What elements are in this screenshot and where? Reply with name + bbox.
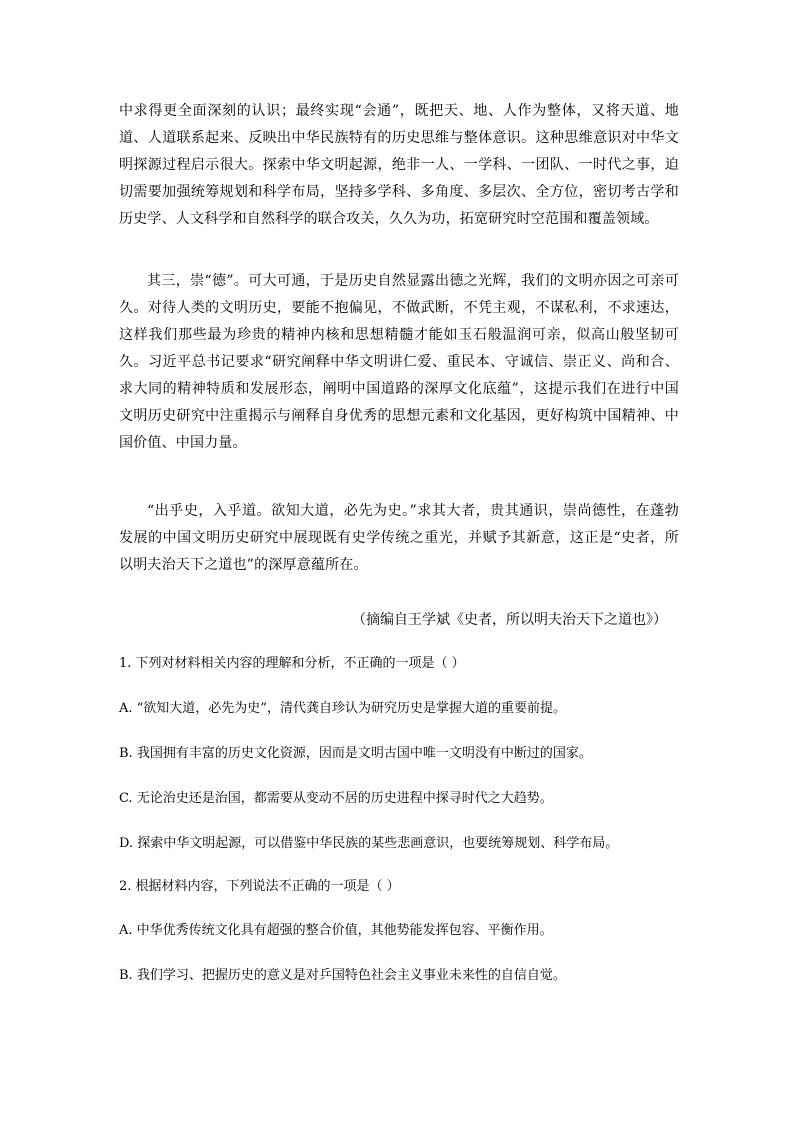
paragraph-continuation: 中求得更全面深刻的认识；最终实现“会通”，既把天、地、人作为整体，又将天道、地道、人道联系起来、反映出中华民族特有的历史思维与整体意识。这种思维意识对中华文明探源过程启示很大。探索中华文明起源，绝非一人、一学科、一团队、一时代之事，迫切需要加强统筹规划和科学布局，坚持多学科、多角度、多层次、全方位，密切考古学和历史学、人文科学和自然科学的联合攻关，久久为功，拓宽研究时空范围和覆盖领域。 (119, 103, 679, 227)
question-1-option-d: D. 探索中华文明起源，可以借鉴中华民族的某些悲画意识，也要统筹规划、科学布局。 (119, 836, 619, 851)
question-1-option-c: C. 无论治史还是治国，都需要从变动不居的历史进程中探寻时代之大趋势。 (119, 791, 553, 806)
paragraph-conclusion: “出乎史，入乎道。欲知大道，必先为史。”求其大者，贵其通识，崇尚德性，在蓬勃发展的中国文明历史研究中展现既有史学传统之重光，并赋予其新意，这正是“史者，所以明夫治天下之道也”的深厚意蕴所在。 (119, 503, 679, 573)
question-1-stem: 1. 下列对材料相关内容的理解和分析，不正确的一项是（ ） (119, 656, 465, 671)
question-2-option-a: A. 中华优秀传统文化具有超强的整合价值，其他势能发挥包容、平衡作用。 (119, 923, 553, 938)
question-2-stem: 2. 根据材料内容，下列说法不正确的一项是（ ） (119, 879, 400, 894)
source-citation: （摘编自王学斌《史者，所以明夫治天下之道也》） (352, 612, 667, 628)
question-1-option-a: A. “欲知大道，必先为史”，清代龚自珍认为研究历史是掌握大道的重要前提。 (119, 701, 566, 716)
paragraph-chong-de: 其三，崇“德”。可大可通，于是历史自然显露出德之光辉，我们的文明亦因之可亲可久。对待人类的文明历史，要能不抱偏见，不做武断，不凭主观，不谋私利，不求速达，这样我们那些最为珍贵的精神内核和思想精髓才能如玉石般温润可亲，似高山般坚韧可久。习近平总书记要求“研究阐释中华文明讲仁爱、重民本、守诚信、崇正义、尚和合、求大同的精神特质和发展形态，阐明中国道路的深厚文化底蕴”，这提示我们在进行中国文明历史研究中注重揭示与阐释自身优秀的思想元素和文化基因，更好构筑中国精神、中国价值、中国力量。 (119, 273, 679, 451)
question-1-option-b: B. 我国拥有丰富的历史文化资源，因而是文明古国中唯一文明没有中断过的国家。 (119, 746, 592, 761)
question-2-option-b: B. 我们学习、把握历史的意义是对乒国特色社会主义事业未来性的自信自觉。 (119, 968, 566, 983)
